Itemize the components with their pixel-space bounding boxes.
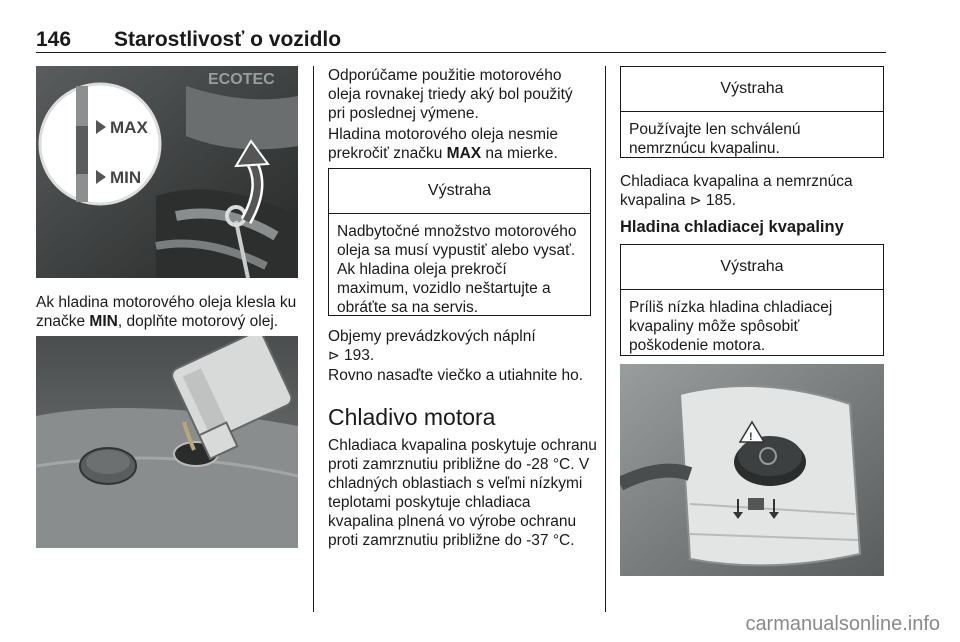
- max-mark-label: MAX: [110, 118, 148, 137]
- header-rule: [36, 52, 886, 53]
- oil-max-text: Hladina motorového oleja nesmie prekročiť značku MAX na mierke.: [328, 126, 559, 162]
- oil-recommendation-text: Odporúčame použitie motorového oleja rovnakej triedy aký bol použitý pri poslednej výmene.: [328, 67, 573, 122]
- oil-refill-illustration: [36, 336, 298, 548]
- page-reference-icon: ⊳: [689, 192, 702, 208]
- dipstick-instruction-text: Ak hladina motorového oleja klesla ku značke MIN, doplňte motorový olej.: [36, 294, 297, 330]
- min-mark-label: MIN: [110, 168, 142, 187]
- coolant-reservoir-illustration: [620, 364, 884, 576]
- page-title: Starostlivosť o vozidlo: [114, 28, 342, 51]
- column-divider-1: [313, 66, 314, 612]
- coolant-description-text: Chladiaca kvapalina poskytuje ochranu proti zamrznutiu približne do -28 °C. V chladných oblastiach s veľmi nízkymi teplotami poskytuje chladiaca kvapalina plnená vo výrobe ochranu proti zamrznutiu približne do -37 °C.: [328, 437, 597, 549]
- coolant-level-warning-box: [620, 244, 884, 356]
- warning-text: Príliš nízka hladina chladiacej kvapaliny môže spôsobiť poškodenie motora.: [629, 299, 833, 354]
- coolant-reference-text: Chladiaca kvapalina a nemrznúca kvapalina ⊳ 185.: [620, 173, 853, 209]
- oil-warning-box: [328, 168, 591, 316]
- column-divider-2: [605, 66, 606, 612]
- dipstick-illustration: [36, 66, 298, 278]
- watermark-text: carmanualsonline.info: [745, 613, 940, 635]
- page-reference-icon: ⊳: [328, 347, 340, 363]
- svg-text:!: !: [749, 431, 753, 443]
- capacities-reference-text: Objemy prevádzkových náplní ⊳ 193.: [328, 328, 536, 364]
- section-heading-coolant-level: Hladina chladiacej kvapaliny: [620, 218, 844, 236]
- antifreeze-warning-box: [620, 66, 884, 158]
- warning-text: Nadbytočné množstvo motorového oleja sa musí vypustiť alebo vysať. Ak hladina oleja prekročí maximum, vozidlo neštartujte a obráťte sa na servis.: [337, 223, 577, 316]
- warning-text: Používajte len schválenú nemrznúcu kvapalinu.: [629, 121, 801, 157]
- section-heading-coolant: Chladivo motora: [328, 404, 496, 430]
- cap-instruction-text: Rovno nasaďte viečko a utiahnite ho.: [328, 367, 584, 384]
- warning-title: Výstraha: [329, 169, 590, 214]
- warning-title: Výstraha: [621, 245, 883, 290]
- engine-brand-text: ECOTEC: [208, 71, 275, 88]
- page-number: 146: [36, 28, 72, 51]
- warning-title: Výstraha: [621, 67, 883, 112]
